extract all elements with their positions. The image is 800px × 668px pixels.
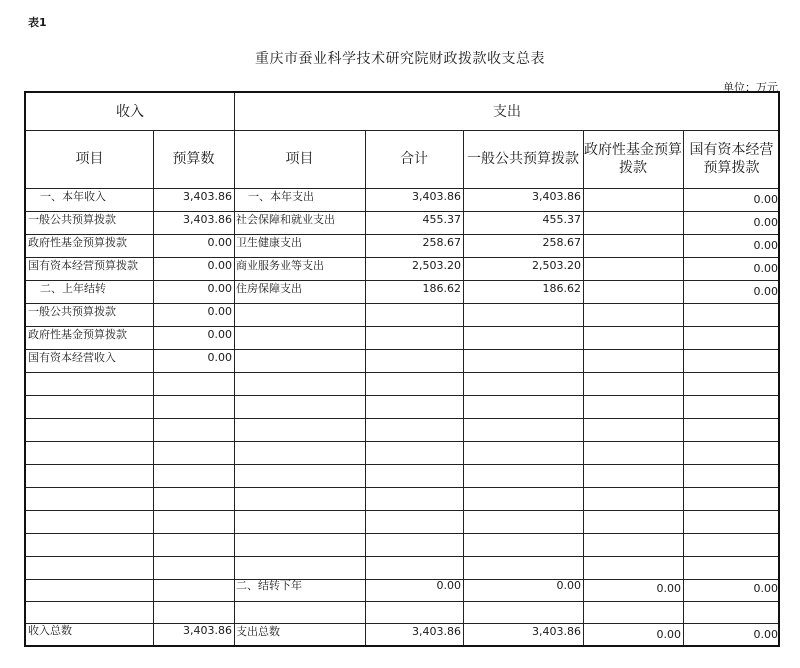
grid-vline	[234, 93, 235, 645]
expense-row-capital: 0.00	[753, 262, 778, 275]
expense-row-total: 2,503.20	[412, 259, 461, 272]
unit-label: 单位：万元	[723, 81, 778, 94]
income-total-value: 3,403.86	[183, 624, 232, 637]
expense-row-total: 455.37	[422, 213, 461, 226]
grid-vline	[683, 130, 684, 645]
carryover-total: 0.00	[436, 579, 461, 592]
document-title: 重庆市蚕业科学技术研究院财政拨款收支总表	[255, 51, 545, 67]
income-row-label: 政府性基金预算拨款	[28, 328, 127, 341]
income-row-value: 0.00	[207, 351, 232, 364]
grid-hline	[26, 395, 778, 396]
grid-hline	[26, 280, 778, 281]
income-row-label: 国有资本经营收入	[28, 351, 116, 364]
expense-total-value: 3,403.86	[412, 625, 461, 638]
income-row-value: 3,403.86	[183, 213, 232, 226]
expense-row-capital: 0.00	[753, 239, 778, 252]
income-row-label: 一般公共预算拨款	[28, 213, 116, 226]
grid-hline	[26, 441, 778, 442]
grid-hline	[26, 188, 778, 189]
grid-hline	[26, 130, 778, 131]
expense-row-label: 卫生健康支出	[236, 236, 302, 249]
expense-row-general: 3,403.86	[532, 190, 581, 203]
general-budget-header: 一般公共预算拨款	[467, 151, 579, 167]
grid-hline	[26, 211, 778, 212]
grid-hline	[26, 372, 778, 373]
expense-row-label: 一、本年支出	[248, 190, 314, 203]
grid-vline	[463, 130, 464, 645]
carryover-capital: 0.00	[753, 582, 778, 595]
grid-hline	[26, 579, 778, 580]
expense-header: 支出	[493, 103, 521, 120]
expense-row-label: 商业服务业等支出	[236, 259, 324, 272]
income-row-value: 0.00	[207, 328, 232, 341]
income-row-label: 政府性基金预算拨款	[28, 236, 127, 249]
table-number: 表1	[28, 16, 47, 29]
income-row-label: 一、本年收入	[40, 190, 106, 203]
expense-row-capital: 0.00	[753, 285, 778, 298]
grid-hline	[26, 326, 778, 327]
expense-row-label: 住房保障支出	[236, 282, 302, 295]
grid-hline	[26, 257, 778, 258]
expense-item-header: 项目	[285, 151, 314, 167]
grid-hline	[26, 601, 778, 602]
state-capital-header: 国有资本经营预算拨款	[689, 142, 774, 176]
income-row-value: 0.00	[207, 282, 232, 295]
expense-row-capital: 0.00	[753, 193, 778, 206]
grid-hline	[26, 623, 778, 624]
expense-row-general: 258.67	[542, 236, 581, 249]
budget-header: 预算数	[172, 151, 215, 167]
expense-total-general: 3,403.86	[532, 625, 581, 638]
grid-hline	[26, 418, 778, 419]
expense-row-capital: 0.00	[753, 216, 778, 229]
expense-total-fund: 0.00	[656, 628, 681, 641]
gov-fund-header: 政府性基金预算拨款	[584, 142, 682, 176]
grid-hline	[26, 556, 778, 557]
grid-vline	[153, 130, 154, 645]
carryover-general: 0.00	[556, 579, 581, 592]
expense-row-total: 186.62	[422, 282, 461, 295]
income-row-label: 一般公共预算拨款	[28, 305, 116, 318]
grid-vline	[583, 130, 584, 645]
expense-row-total: 3,403.86	[412, 190, 461, 203]
expense-row-label: 社会保障和就业支出	[236, 213, 335, 226]
expense-row-general: 186.62	[542, 282, 581, 295]
income-row-value: 3,403.86	[183, 190, 232, 203]
grid-hline	[26, 533, 778, 534]
grid-hline	[26, 487, 778, 488]
income-row-value: 0.00	[207, 259, 232, 272]
expense-row-general: 2,503.20	[532, 259, 581, 272]
carryover-label: 二、结转下年	[236, 579, 302, 592]
grid-hline	[26, 303, 778, 304]
grid-hline	[26, 510, 778, 511]
grid-hline	[26, 464, 778, 465]
grid-hline	[26, 349, 778, 350]
expense-total-capital: 0.00	[753, 628, 778, 641]
income-header: 收入	[116, 103, 144, 120]
expense-row-total: 258.67	[422, 236, 461, 249]
income-row-value: 0.00	[207, 236, 232, 249]
expense-row-general: 455.37	[542, 213, 581, 226]
income-row-label: 国有资本经营预算拨款	[28, 259, 138, 272]
carryover-fund: 0.00	[656, 582, 681, 595]
grid-hline	[26, 234, 778, 235]
expense-total-label: 支出总数	[236, 625, 280, 638]
grid-vline	[365, 130, 366, 645]
total-header: 合计	[400, 151, 428, 167]
income-total-label: 收入总数	[28, 624, 72, 637]
income-row-value: 0.00	[207, 305, 232, 318]
income-item-header: 项目	[75, 151, 104, 167]
budget-table	[24, 91, 780, 647]
income-row-label: 二、上年结转	[40, 282, 106, 295]
